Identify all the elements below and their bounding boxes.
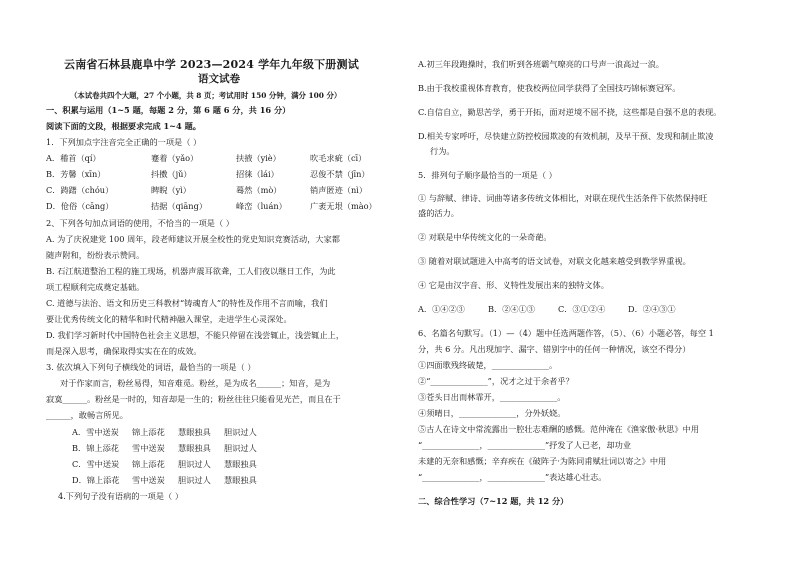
q3-option-d-1: D．锦上添花 xyxy=(72,475,120,485)
q3-option-c-1: C．雪中送炭 xyxy=(72,459,120,469)
q6-item: ②“______________”，况才之过于余者乎？ xyxy=(418,376,574,386)
q3-option-b-2: 雪中送炭 xyxy=(132,443,165,453)
q6-item-5: 未建的无奈和感慨；辛弃疾在《破阵子·为陈同甫赋壮词以寄之》中用 xyxy=(418,456,667,466)
q6-item-5: “______________，______________”表达雄心壮志。 xyxy=(418,472,607,482)
exam-note: （本试卷共四个大题，27 个小题，共 8 页；考试用时 150 分钟，满分 100 分） xyxy=(70,91,342,100)
q5-sentence: ① 与辞赋、律诗、词曲等诸多传统文体相比，对联在现代生活条件下依然保持旺 xyxy=(418,193,708,203)
q6-item: ③苍头日出而林霏开，______________。 xyxy=(418,392,566,402)
q3-option-c-2: 锦上添花 xyxy=(132,459,165,469)
q3-passage-line: 对于作家而言，粉丝易得，知音难觅。粉丝，是为成名______；知音，是为 xyxy=(60,378,331,388)
q5-sentence: ④ 它是由汉字音、形、义特性发展出来的独特文体。 xyxy=(418,280,609,290)
q3-stem: 3. 依次填入下列句子横线处的词语，最恰当的一项是（ ） xyxy=(46,362,256,372)
q3-option-b-4: 胆识过人 xyxy=(224,443,257,453)
q1-option-a-1: A．稽首（qí） xyxy=(46,153,101,163)
q2-stem: 2、下列各句加点词语的使用，不恰当的一项是（ ） xyxy=(46,218,234,228)
q3-option-c-4: 慧眼独具 xyxy=(224,459,257,469)
q1-option-c-4: 销声匿迹（nì） xyxy=(310,185,368,195)
section1-heading: 一、积累与运用（1~5 题，每题 2 分，第 6 题 6 分，共 16 分） xyxy=(46,105,291,115)
q2-line: A. 为了庆祝建党 100 周年，段老师建议开展全校性的党史知识竞赛活动，大家都 xyxy=(46,234,340,244)
q1-option-b-1: B．芳馨（xīn） xyxy=(46,169,106,179)
q2-line: B. 石江航道整治工程的施工现场，机器声震耳欲聋，工人们夜以继日工作，为此 xyxy=(46,266,336,276)
q2-line: D. 我们学习新时代中国特色社会主义思想，不能只停留在浅尝辄止，浅尝辄止上， xyxy=(46,330,345,340)
q3-option-d-4: 慧眼独具 xyxy=(224,475,257,485)
q4-option-b: B.由于我校重视体育教育，使我校两位同学获得了全国技巧锦标赛冠军。 xyxy=(418,83,681,93)
q3-option-d-3: 胆识过人 xyxy=(178,475,211,485)
q3-passage-line: 寂寞______。粉丝是一时的，知音却是一生的；粉丝往往只能看见光芒，而且在于 xyxy=(46,394,341,404)
q6-item-5: ⑤古人在诗文中常流露出一腔壮志难酬的感慨。范仲淹在《渔家傲·秋思》中用 xyxy=(418,424,699,434)
q6-stem: 分，共 6 分。凡出现加字、漏字、错别字中的任何一种情况，该空不得分） xyxy=(418,344,691,354)
q3-option-a-1: A．雪中送炭 xyxy=(72,427,119,437)
q1-option-a-2: 蹇着（yǎo） xyxy=(151,153,199,163)
exam-title: 云南省石林县鹿阜中学 2023—2024 学年九年级下册测试 xyxy=(64,58,359,71)
q2-line: 而是深入思考，确保取得实实在在的成效。 xyxy=(46,346,202,356)
q5-option-d: D．②④③① xyxy=(628,304,676,314)
q5-sentence: ③ 随着对联试题进入中高考的语文试卷，对联文化越来越受到教学界重视。 xyxy=(418,256,691,266)
q3-option-b-1: B．锦上添花 xyxy=(72,443,119,453)
q2-line: 要让优秀传统文化的精华和时代精神融入课堂，走进学生心灵深处。 xyxy=(46,314,292,324)
q1-option-d-3: 峰峦（luán） xyxy=(236,201,287,211)
q2-line: C. 道德与法治、语文和历史三科教材“铸魂育人”的特性及作用不言而喻，我们 xyxy=(46,298,328,308)
q6-item: ①四面歌残终破楚，______________。 xyxy=(418,360,558,370)
section2-heading: 二、综合性学习（7~12 题，共 12 分） xyxy=(418,496,569,506)
exam-subtitle: 语文试卷 xyxy=(198,73,240,85)
q4-option-d: D.相关专家呼吁，尽快建立防控校园欺凌的有效机制，及早干预、发现和制止欺凌 xyxy=(418,131,714,141)
q4-option-d-cont: 行为。 xyxy=(430,146,455,156)
q6-item-5: “______________，______________”抒发了人已老，却功业 xyxy=(418,440,632,450)
q4-option-a: A.初三年段跑操时，我们听到各班霸气嘹亮的口号声一浪高过一浪。 xyxy=(418,59,664,69)
q3-passage-line: ______，敢畅言所见。 xyxy=(46,410,128,420)
section1-intro: 阅读下面的文段，根据要求完成 1~4 题。 xyxy=(46,121,201,131)
q1-option-b-2: 抖擞（jǔ） xyxy=(151,169,192,179)
q3-option-b-3: 慧眼独具 xyxy=(178,443,211,453)
q1-option-d-1: D．伧俗（cāng） xyxy=(46,201,114,211)
q1-option-a-3: 扶掖（yiè） xyxy=(236,153,281,163)
q2-line: 随声附和，纷纷表示赞同。 xyxy=(46,250,145,260)
q3-option-d-2: 雪中送炭 xyxy=(132,475,165,485)
q1-option-c-2: 睥睨（yì） xyxy=(151,185,191,195)
q1-option-b-4: 忍俊不禁（jīn） xyxy=(310,169,370,179)
q4-option-c: C.自信自立，勤思苦学，勇于开拓，面对逆境不屈不挠，这些都是自强不息的表现。 xyxy=(418,107,722,117)
q1-option-b-3: 招徕（lái） xyxy=(236,169,279,179)
q4-stem: 4.下列句子没有语病的一项是（ ） xyxy=(58,491,184,501)
q5-option-b: B．②④①③ xyxy=(488,304,535,314)
q6-stem: 6、名篇名句默写。（1）—（4）题中任选两题作答，（5）、（6）小题必答，每空 1 xyxy=(418,328,714,338)
q3-option-a-2: 锦上添花 xyxy=(132,427,165,437)
q1-option-d-2: 拮据（qiāng） xyxy=(151,201,208,211)
q1-stem: 1．下列加点字注音完全正确的一项是（ ） xyxy=(46,137,202,147)
q2-line: 项工程顺利完成奠定基础。 xyxy=(46,282,145,292)
q1-option-c-3: 蓦然（mò） xyxy=(236,185,282,195)
q5-sentence: ② 对联是中华传统文化的一朵奇葩。 xyxy=(418,232,552,242)
q1-option-d-4: 广袤无垠（mào） xyxy=(310,201,377,211)
q3-option-a-3: 慧眼独具 xyxy=(178,427,211,437)
q3-option-c-3: 胆识过人 xyxy=(178,459,211,469)
q5-stem: 5．排列句子顺序最恰当的一项是（ ） xyxy=(418,170,557,180)
q5-option-a: A．①④②③ xyxy=(418,304,465,314)
q3-option-a-4: 胆识过人 xyxy=(224,427,257,437)
q6-item: ④须晴日，______________，分外妖娆。 xyxy=(418,408,566,418)
q5-sentence: 盛的活力。 xyxy=(418,208,459,218)
q1-option-c-1: C．踌躇（chóu） xyxy=(46,185,114,195)
q5-option-c: C．③①②④ xyxy=(558,304,606,314)
q1-option-a-4: 吹毛求疵（cī） xyxy=(310,153,367,163)
